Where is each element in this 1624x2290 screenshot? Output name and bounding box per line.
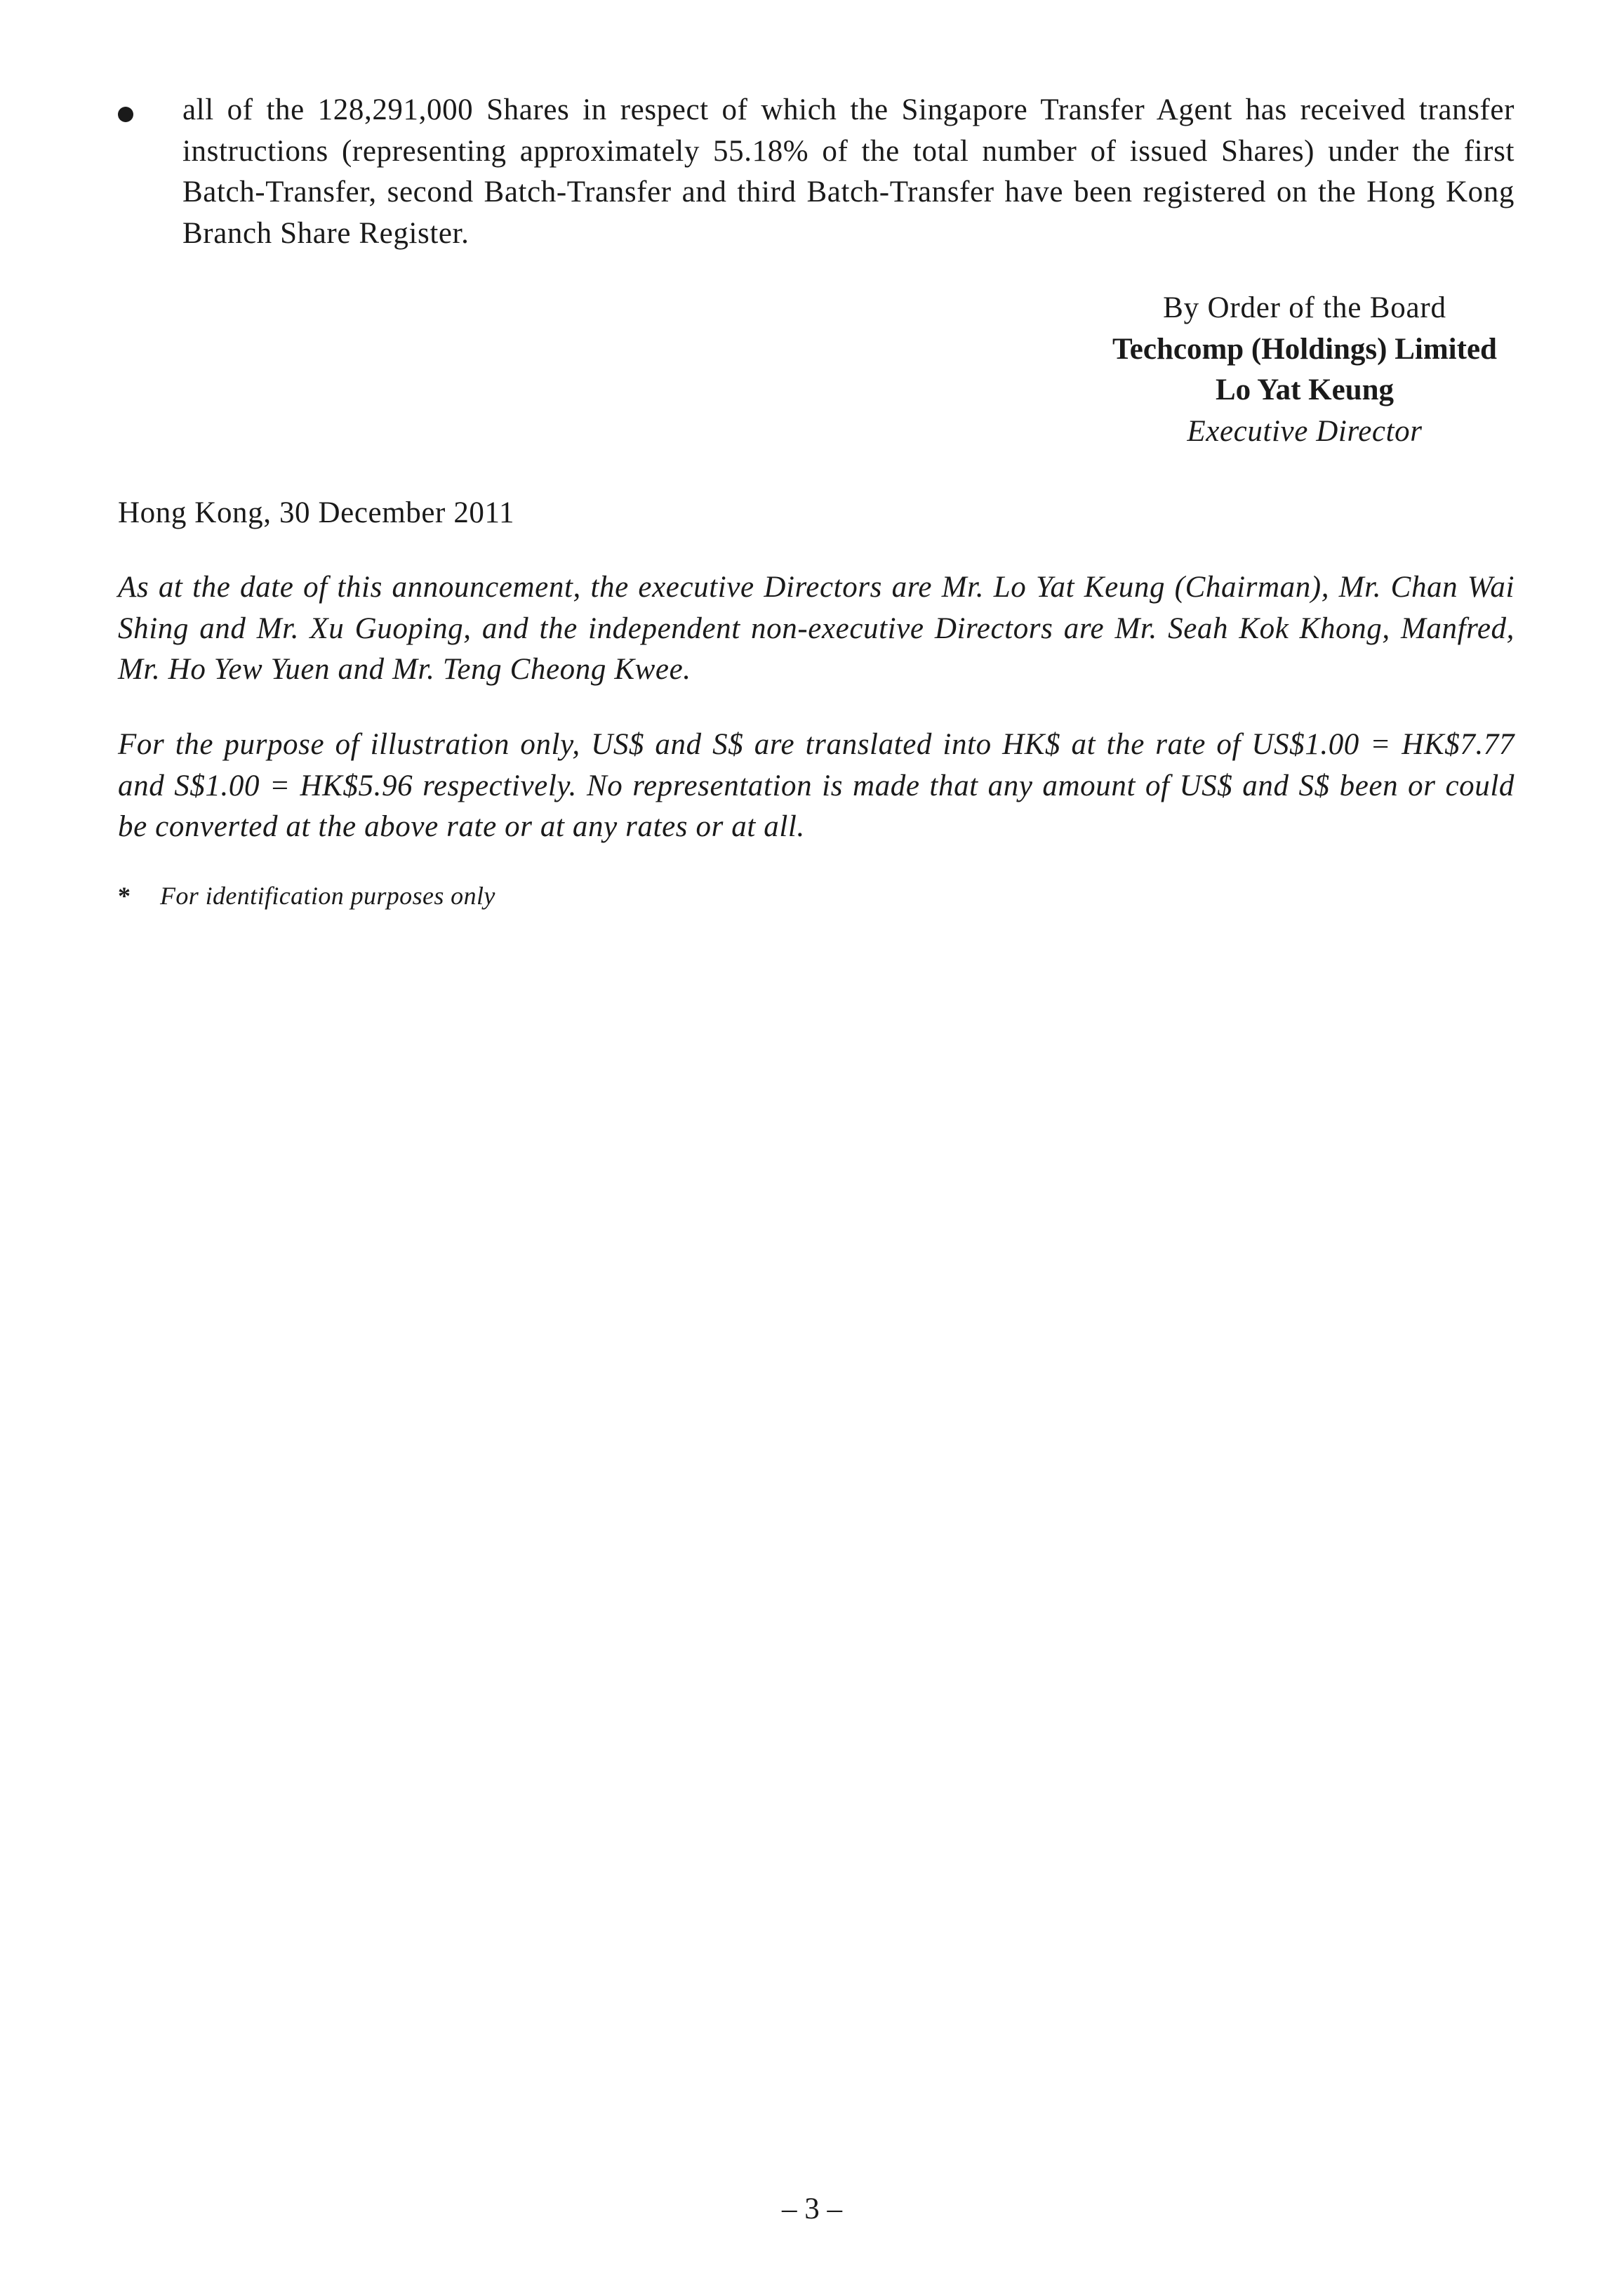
signature-name: Lo Yat Keung [1215, 373, 1395, 406]
signature-title: Executive Director [1187, 414, 1423, 448]
signature-order-line: By Order of the Board [1163, 291, 1446, 324]
footnote-text: For identification purposes only [160, 882, 495, 910]
signature-company: Techcomp (Holdings) Limited [1112, 332, 1497, 366]
directors-paragraph: As at the date of this announcement, the executive Directors are Mr. Lo Yat Keung (Chairman), Mr. Chan Wai Shing and Mr. Xu Guoping, and the independent non-executive Directors are Mr. Seah Kok Khong, Manfred, Mr. Ho Yew Yuen and Mr. Teng Cheong Kwee. [118, 571, 1515, 686]
footnote [118, 879, 495, 913]
bullet-dot-icon [118, 107, 133, 122]
footnote-mark: * [118, 882, 131, 910]
date-line: Hong Kong, 30 December 2011 [118, 496, 515, 529]
bullet-text: all of the 128,291,000 Shares in respect of which the Singapore Transfer Agent has received transfer instructions (representing approximately 55.18% of the total number of issued Shares) under the first Batch-Transfer, second Batch-Transfer and third Batch-Transfer have been registered on the Hong Kong Branch Share Register. [182, 93, 1515, 250]
page-number: – 3 – [782, 2192, 842, 2225]
exchange-rates-paragraph: For the purpose of illustration only, US$ and S$ are translated into HK$ at the rate of US$1.00 = HK$7.77 and S$1.00 = HK$5.96 respectively. No representation is made that any amount of US$ and S$ been or could be converted at the above rate or at any rates or at all. [118, 728, 1515, 843]
signature-block [1011, 288, 1599, 452]
